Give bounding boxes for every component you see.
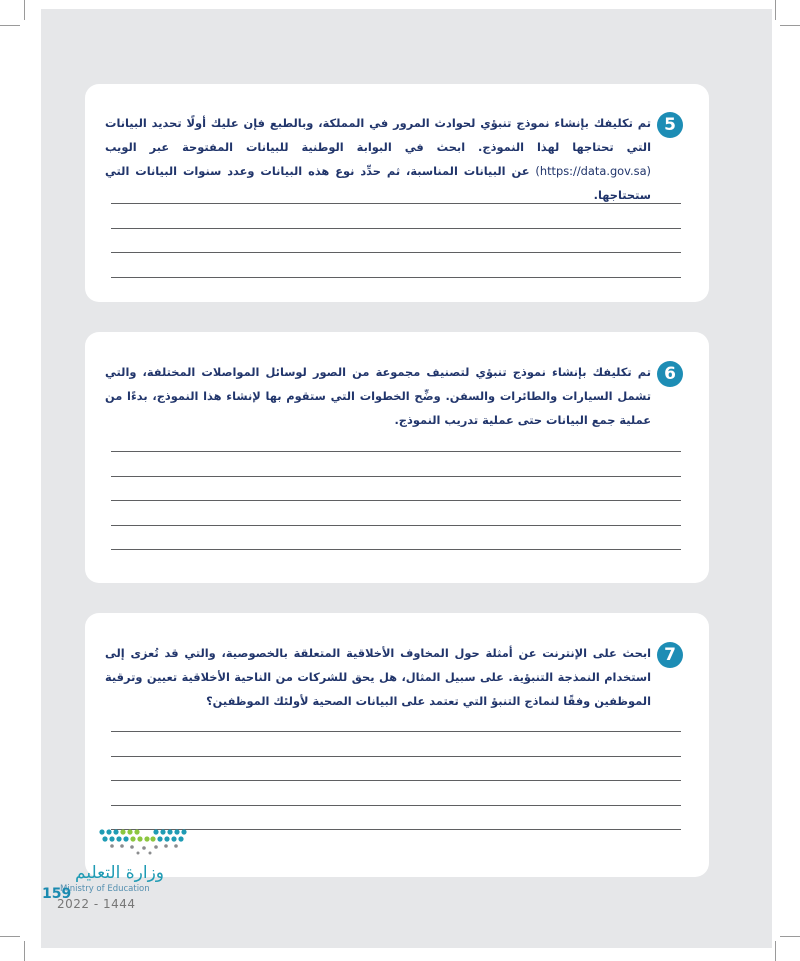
ministry-name-english: Ministry of Education [60, 884, 150, 894]
question-card-5 [85, 84, 709, 302]
answer-line[interactable] [111, 500, 681, 501]
answer-line[interactable] [111, 829, 681, 830]
question-number-badge: 5 [657, 112, 683, 138]
crop-mark [24, 0, 25, 20]
question-number-badge: 6 [657, 361, 683, 387]
answer-line[interactable] [111, 451, 681, 452]
question-header [105, 111, 683, 207]
crop-mark [775, 941, 776, 961]
ministry-logo-icon [96, 826, 192, 860]
crop-mark [775, 0, 776, 20]
answer-lines [111, 731, 681, 854]
question-text: تم تكليفك بإنشاء نموذج تنبؤي لتصنيف مجموعة من الصور لوسائل المواصلات المختلفة، والتي تشمل السيارات والطائرات والسفن. وضِّح الخطوات التي ستقوم بها لإنشاء هذا النموذج، بدءًا من عملية جمع البيانات حتى عملية تدريب النموذج. [105, 365, 651, 427]
crop-mark [24, 941, 25, 961]
page-number: 159 [42, 886, 72, 902]
question-text-part: تم تكليفك بإنشاء نموذج تنبؤي لحوادث المرور في المملكة، وبالطبع فإن عليك أولًا تحديد البيانات التي تحتاجها لهذا النموذج. ابحث في البوابة الوطنية للبيانات المفتوحة عبر الويب [105, 116, 651, 154]
answer-line[interactable] [111, 549, 681, 550]
ministry-name: وزارة التعليم [75, 863, 164, 883]
question-text: ابحث على الإنترنت عن أمثلة حول المخاوف الأخلاقية المتعلقة بالخصوصية، والتي قد تُعزى إلى استخدام النمذجة التنبؤية. على سبيل المثال، هل يحق للشركات من الناحية الأخلاقية تعيين وترقية الموظفين وفقًا لنماذج التنبؤ التي تعتمد على البيانات الصحية لأولئك الموظفين؟ [105, 646, 651, 708]
answer-line[interactable] [111, 203, 681, 204]
question-header [105, 641, 683, 713]
answer-line[interactable] [111, 731, 681, 732]
crop-mark [0, 25, 20, 26]
answer-lines [111, 203, 681, 301]
crop-mark [780, 25, 800, 26]
question-header [105, 360, 683, 432]
question-number-badge: 7 [657, 642, 683, 668]
question-text [105, 111, 651, 207]
answer-line[interactable] [111, 525, 681, 526]
data-portal-link[interactable]: (https://data.gov.sa) [535, 164, 651, 178]
answer-line[interactable] [111, 805, 681, 806]
answer-line[interactable] [111, 756, 681, 757]
answer-line[interactable] [111, 252, 681, 253]
answer-line[interactable] [111, 228, 681, 229]
crop-mark [780, 936, 800, 937]
edition-year: 2022 - 1444 [57, 897, 136, 911]
answer-line[interactable] [111, 277, 681, 278]
answer-lines [111, 451, 681, 574]
crop-mark [0, 936, 20, 937]
question-text-part: عن البيانات المناسبة، ثم حدِّد نوع هذه البيانات وعدد سنوات البيانات التي ستحتاجها. [105, 164, 651, 202]
answer-line[interactable] [111, 780, 681, 781]
answer-line[interactable] [111, 476, 681, 477]
question-card-6 [85, 332, 709, 583]
